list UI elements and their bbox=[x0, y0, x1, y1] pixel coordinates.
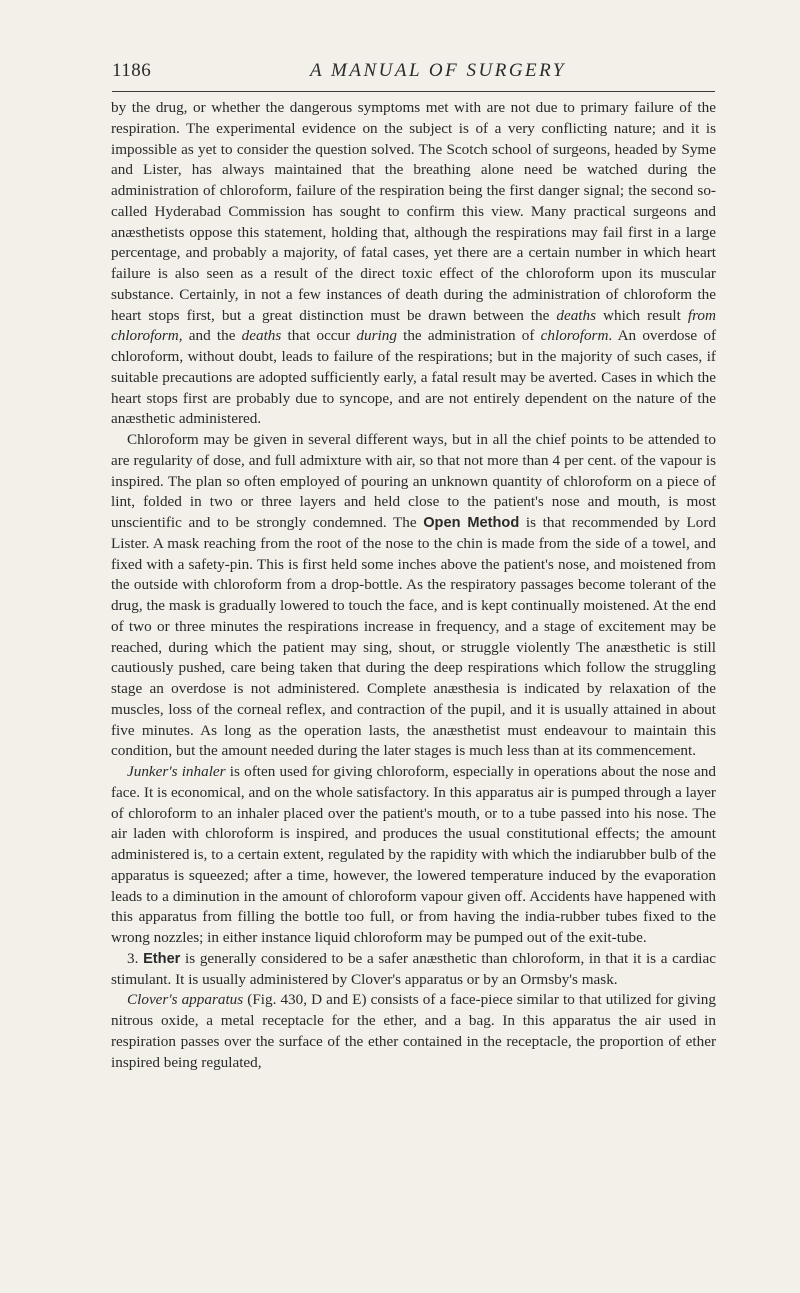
italic-term: deaths bbox=[241, 327, 282, 345]
text-run: , and the bbox=[178, 327, 242, 345]
bold-term: Open Method bbox=[423, 515, 520, 531]
header-rule bbox=[112, 91, 715, 92]
italic-term: deaths bbox=[556, 306, 597, 324]
italic-term: from chloroform bbox=[111, 306, 716, 345]
page-header bbox=[112, 60, 712, 86]
paragraph bbox=[111, 990, 716, 1073]
paragraph bbox=[111, 762, 716, 949]
text-run: that occur bbox=[281, 327, 357, 345]
text-run: by the drug, or whether the dangerous symptoms met with are not due to primary failure of the respiration. The experimental evidence on the subject is of a very conflicting nature; and it is impossible as yet to consider the question solved. The Scotch school of surgeons, headed by Syme and Lister, has always maintained that the breathing alone need be watched during the administration of chloroform, failure of the respiration being the first danger signal; the second so-called Hyderabad Commission has sought to confirm this view. Many practical surgeons and anæsthetists oppose this statement, holding that, although the respirations may fail first in a large percentage, and probably a majority, of fatal cases, yet there are a certain number in which heart failure is also seen as a result of the direct toxic effect of the chloroform upon its muscular substance. Certainly, in not a few instances of death during the administration of chloroform the heart stops first, but a great distinction must be drawn between the bbox=[111, 99, 716, 324]
text-run: Chloroform may be given in several different ways, but in all the chief points to be attended to are regularity of dose, and full admixture with air, so that not more than 4 per cent. of the vapour is inspired. The plan so often employed of pouring an unknown quantity of chloroform on a piece of lint, folded in two or three layers and held close to the patient's nose and mouth, is most unscientific and to be strongly condemned. The bbox=[111, 431, 716, 531]
paragraph bbox=[111, 949, 716, 991]
page-number: 1186 bbox=[112, 60, 152, 81]
paragraph bbox=[111, 430, 716, 762]
text-run: which result bbox=[596, 306, 688, 324]
italic-term: Junker's inhaler bbox=[127, 763, 226, 780]
text-run: 3. bbox=[127, 949, 144, 967]
text-run: is that recommended by Lord Lister. A mask reaching from the root of the nose to the chin is made from the side of a towel, and fixed with a safety-pin. This is first held some inches above the patient's nose, and moistened from the outside with chloroform from a drop-bottle. As the respiratory passages become tolerant of the drug, the mask is gradually lowered to touch the face, and is kept continually moistened. At the end of two or three minutes the respirations increase in frequency, and a stage of excitement may be reached, during which the patient may sing, shout, or struggle violently The anæsthetic is still cautiously pushed, care being taken that during the deep respirations which follow the struggling stage an overdose is not administered. Complete anæsthesia is indicated by relaxation of the muscles, loss of the corneal reflex, and contraction of the pupil, and it is usually attained in about five minutes. As long as the operation lasts, the anæsthetist must endeavour to maintain this condition, but the amount needed during the later stages is much less than at its commencement. bbox=[111, 514, 717, 760]
italic-term: Clover's apparatus bbox=[127, 991, 244, 1009]
italic-term: during bbox=[356, 327, 397, 345]
running-title: A MANUAL OF SURGERY bbox=[310, 60, 566, 81]
italic-term: chloroform bbox=[540, 327, 609, 345]
text-run: is often used for giving chloroform, especially in operations about the nose and face. It is economical, and on the whole satisfactory. In this apparatus air is pumped through a layer of chloroform to an inhaler placed over the patient's mouth, or to a tube passed into his nose. The air laden with chloroform is inspired, and produces the usual constitutional effects; the amount administered is, to a certain extent, regulated by the rapidity with which the indiarubber bulb of the apparatus is squeezed; after a time, however, the lowered temperature induced by the evaporation leads to a diminution in the amount of chloroform vapour given off. Accidents have happened with this apparatus from filling the bottle too full, or from having the india-rubber tubes fixed to the wrong nozzles; in either instance liquid chloroform may be pumped out of the exit-tube. bbox=[111, 763, 716, 946]
text-run: . An overdose of chloroform, without doubt, leads to failure of the respirations; but in the majority of such cases, if suitable precautions are adopted sufficiently early, a fatal result may be averted. Cases in which the heart stops first are probably due to syncope, and are not entirely dependent on the nature of the anæsthetic administered. bbox=[111, 327, 716, 428]
text-run: (Fig. 430, D and E) consists of a face-piece similar to that utilized for giving nitrous oxide, a metal receptacle for the ether, and a bag. In this apparatus the air used in respiration passes over the surface of the ether contained in the receptacle, the proportion of ether inspired being regulated, bbox=[111, 991, 716, 1071]
paragraph bbox=[111, 98, 716, 430]
text-run: is generally considered to be a safer anæsthetic than chloroform, in that it is a cardiac stimulant. It is usually administered by Clover's apparatus or by an Ormsby's mask. bbox=[111, 949, 717, 988]
text-run: the administration of bbox=[396, 327, 541, 345]
bold-term: Ether bbox=[143, 950, 181, 967]
body-text bbox=[111, 98, 716, 1073]
